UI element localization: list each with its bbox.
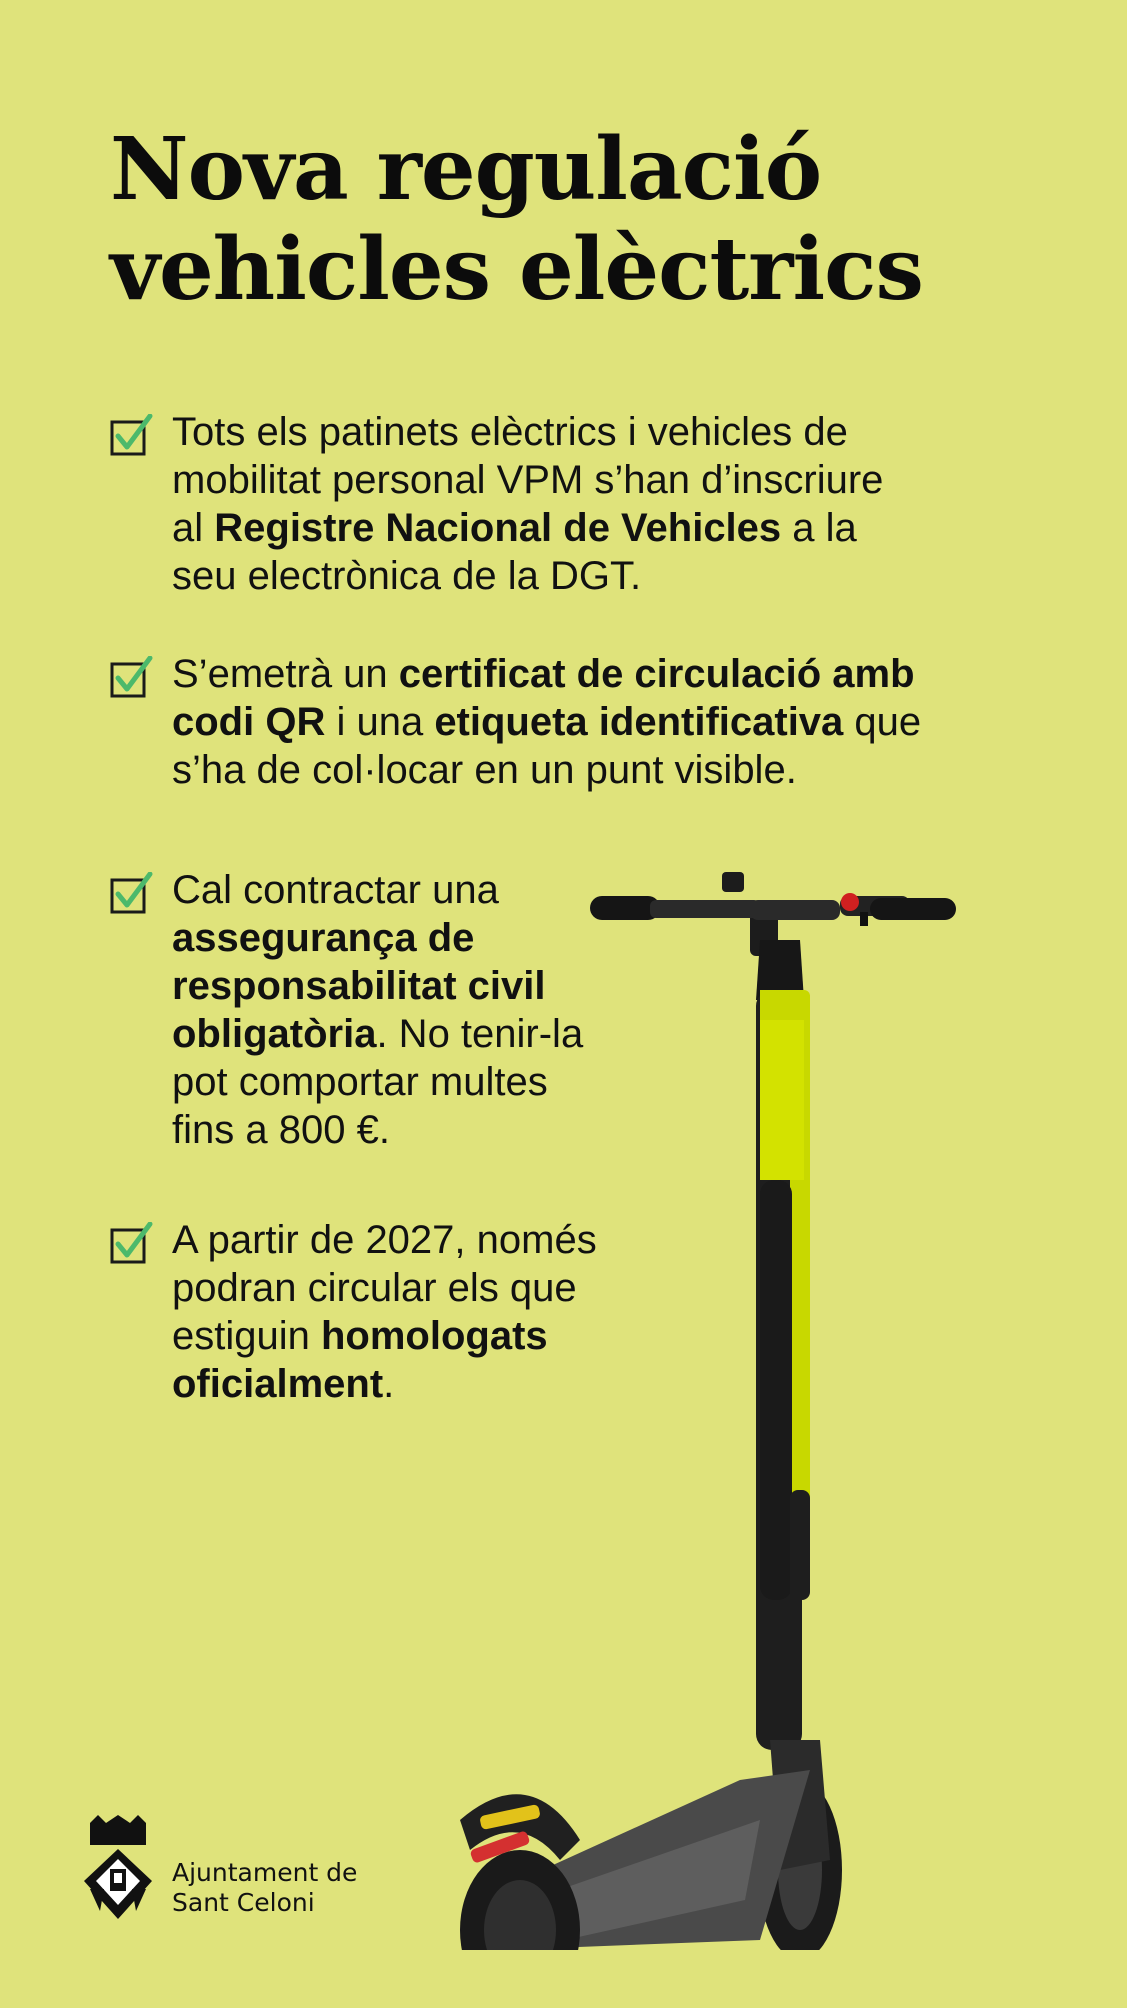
item-text-line [172,504,883,552]
item-text-run: estiguin [172,1314,321,1358]
item-text-run: fins a 800 €. [172,1108,390,1152]
item-text-bold: oficialment [172,1362,384,1406]
item-text-run: A partir de 2027, només [172,1218,597,1262]
item-text-run: pot comportar multes [172,1060,548,1104]
checkbox-check-icon [110,414,154,458]
checkbox-check-icon [110,872,154,916]
page-title [110,120,923,320]
coat-of-arms-logo [80,1815,156,1925]
item-text-run: s’ha de col·locar en un punt visible. [172,748,797,792]
item-text-bold: Registre Nacional de Vehicles [214,506,782,550]
regulation-item-text [172,408,883,600]
regulation-item-text [172,650,921,794]
item-text-bold: codi QR [172,700,326,744]
organization-name [172,1858,357,1918]
checkbox-check-icon [110,656,154,700]
item-text-run: que [843,700,922,744]
item-text-run: i una [325,700,435,744]
item-text-run: . No tenir-la [376,1012,584,1056]
item-text-run: seu electrònica de la DGT. [172,554,642,598]
item-text-run: Cal contractar una [172,868,499,912]
item-text-line [172,650,921,698]
item-text-line [172,408,883,456]
item-text-run: mobilitat personal VPM s’han d’inscriure [172,458,884,502]
checkbox-check-icon [110,1222,154,1266]
electric-scooter-image [460,860,1080,1950]
item-text-run: podran circular els que [172,1266,577,1310]
org-line-2: Sant Celoni [172,1888,315,1917]
item-text-line [172,746,921,794]
item-text-bold: homologats [320,1314,548,1358]
item-text-line [172,552,883,600]
title-line-1: Nova regulació [110,119,822,220]
item-text-run: a la [781,506,857,550]
item-text-run: Tots els patinets elèctrics i vehicles de [172,410,848,454]
item-text-run: S’emetrà un [172,652,399,696]
item-text-run: . [383,1362,395,1406]
item-text-bold: obligatòria [172,1012,377,1056]
item-text-run: al [172,506,215,550]
item-text-bold: assegurança de [172,916,475,960]
item-text-line [172,698,921,746]
item-text-bold: etiqueta identificativa [434,700,844,744]
item-text-bold: certificat de circulació amb [398,652,915,696]
item-text-line [172,456,883,504]
org-line-1: Ajuntament de [172,1858,358,1887]
title-line-2: vehicles elèctrics [110,219,923,320]
item-text-bold: responsabilitat civil [172,964,546,1008]
